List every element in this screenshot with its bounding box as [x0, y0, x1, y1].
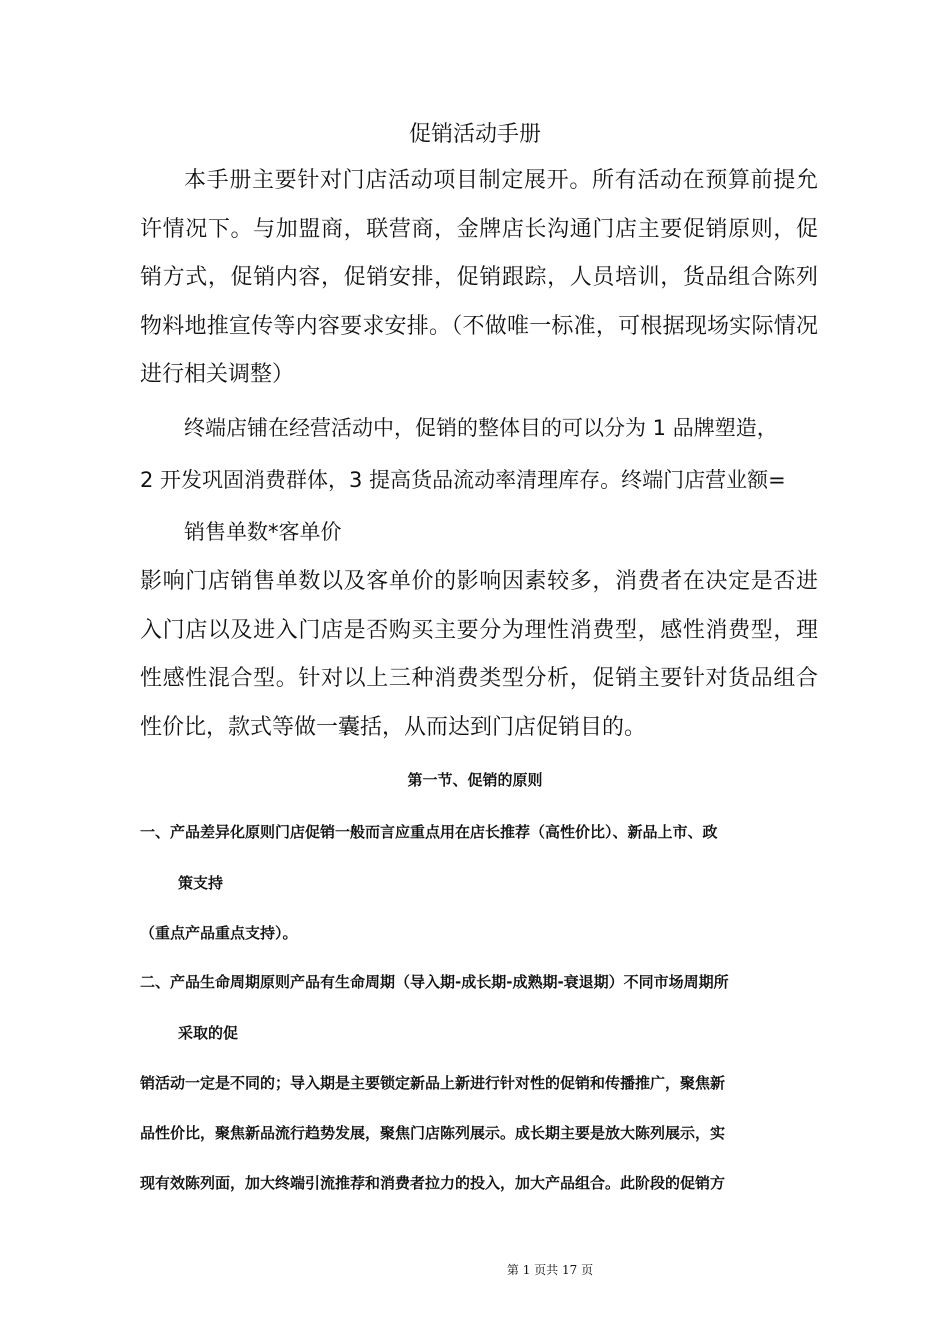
goal-line-1: 终端店铺在经营活动中，促销的整体目的可以分为 1 品牌塑造， — [184, 416, 778, 440]
goal-line-2: 2 开发巩固消费群体，3 提高货品流动率清理库存。终端门店营业额= — [140, 468, 786, 492]
document-title: 促销活动手册 — [408, 122, 541, 147]
principle-2-line-2: 采取的促 — [178, 1024, 239, 1042]
intro-paragraph: 本手册主要针对门店活动项目制定展开。所有活动在预算前提允许情况下。与加盟商，联营商，金牌店长沟通门店主要促销原则，促销方式，促销内容，促销安排，促销跟踪，人员培训，货品组合陈列物料地推宣传等内容要求安排。（不做唯一标准，可根据现场实际情况进行相关调整） — [140, 168, 818, 387]
section-heading: 第一节、促销的原则 — [407, 771, 543, 789]
goal-line-3: 销售单数*客单价 — [184, 520, 342, 544]
principle-2-line-1: 二、产品生命周期原则产品有生命周期（导入期-成长期-成熟期-衰退期）不同市场周期所 — [140, 973, 729, 991]
principle-1-line-3: （重点产品重点支持）。 — [140, 924, 298, 942]
page-number-footer: 第 1 页共 17 页 — [506, 1263, 594, 1277]
principle-2-line-4: 品性价比，聚焦新品流行趋势发展，聚焦门店陈列展示。成长期主要是放大陈列展示，实 — [140, 1124, 726, 1142]
principle-1-line-2: 策支持 — [178, 874, 224, 892]
principle-1-line-1: 一、产品差异化原则门店促销一般而言应重点用在店长推荐（高性价比）、新品上市、政 — [140, 823, 718, 841]
principle-2-line-3: 销活动一定是不同的；导入期是主要锁定新品上新进行针对性的促销和传播推广，聚焦新 — [140, 1074, 726, 1092]
principle-2-line-5: 现有效陈列面，加大终端引流推荐和消费者拉力的投入，加大产品组合。此阶段的促销方 — [140, 1174, 726, 1192]
influence-paragraph: 影响门店销售单数以及客单价的影响因素较多，消费者在决定是否进入门店以及进入门店是否购买主要分为理性消费型，感性消费型，理性感性混合型。针对以上三种消费类型分析，促销主要针对货品组合性价比，款式等做一囊括，从而达到门店促销目的。 — [140, 569, 818, 740]
